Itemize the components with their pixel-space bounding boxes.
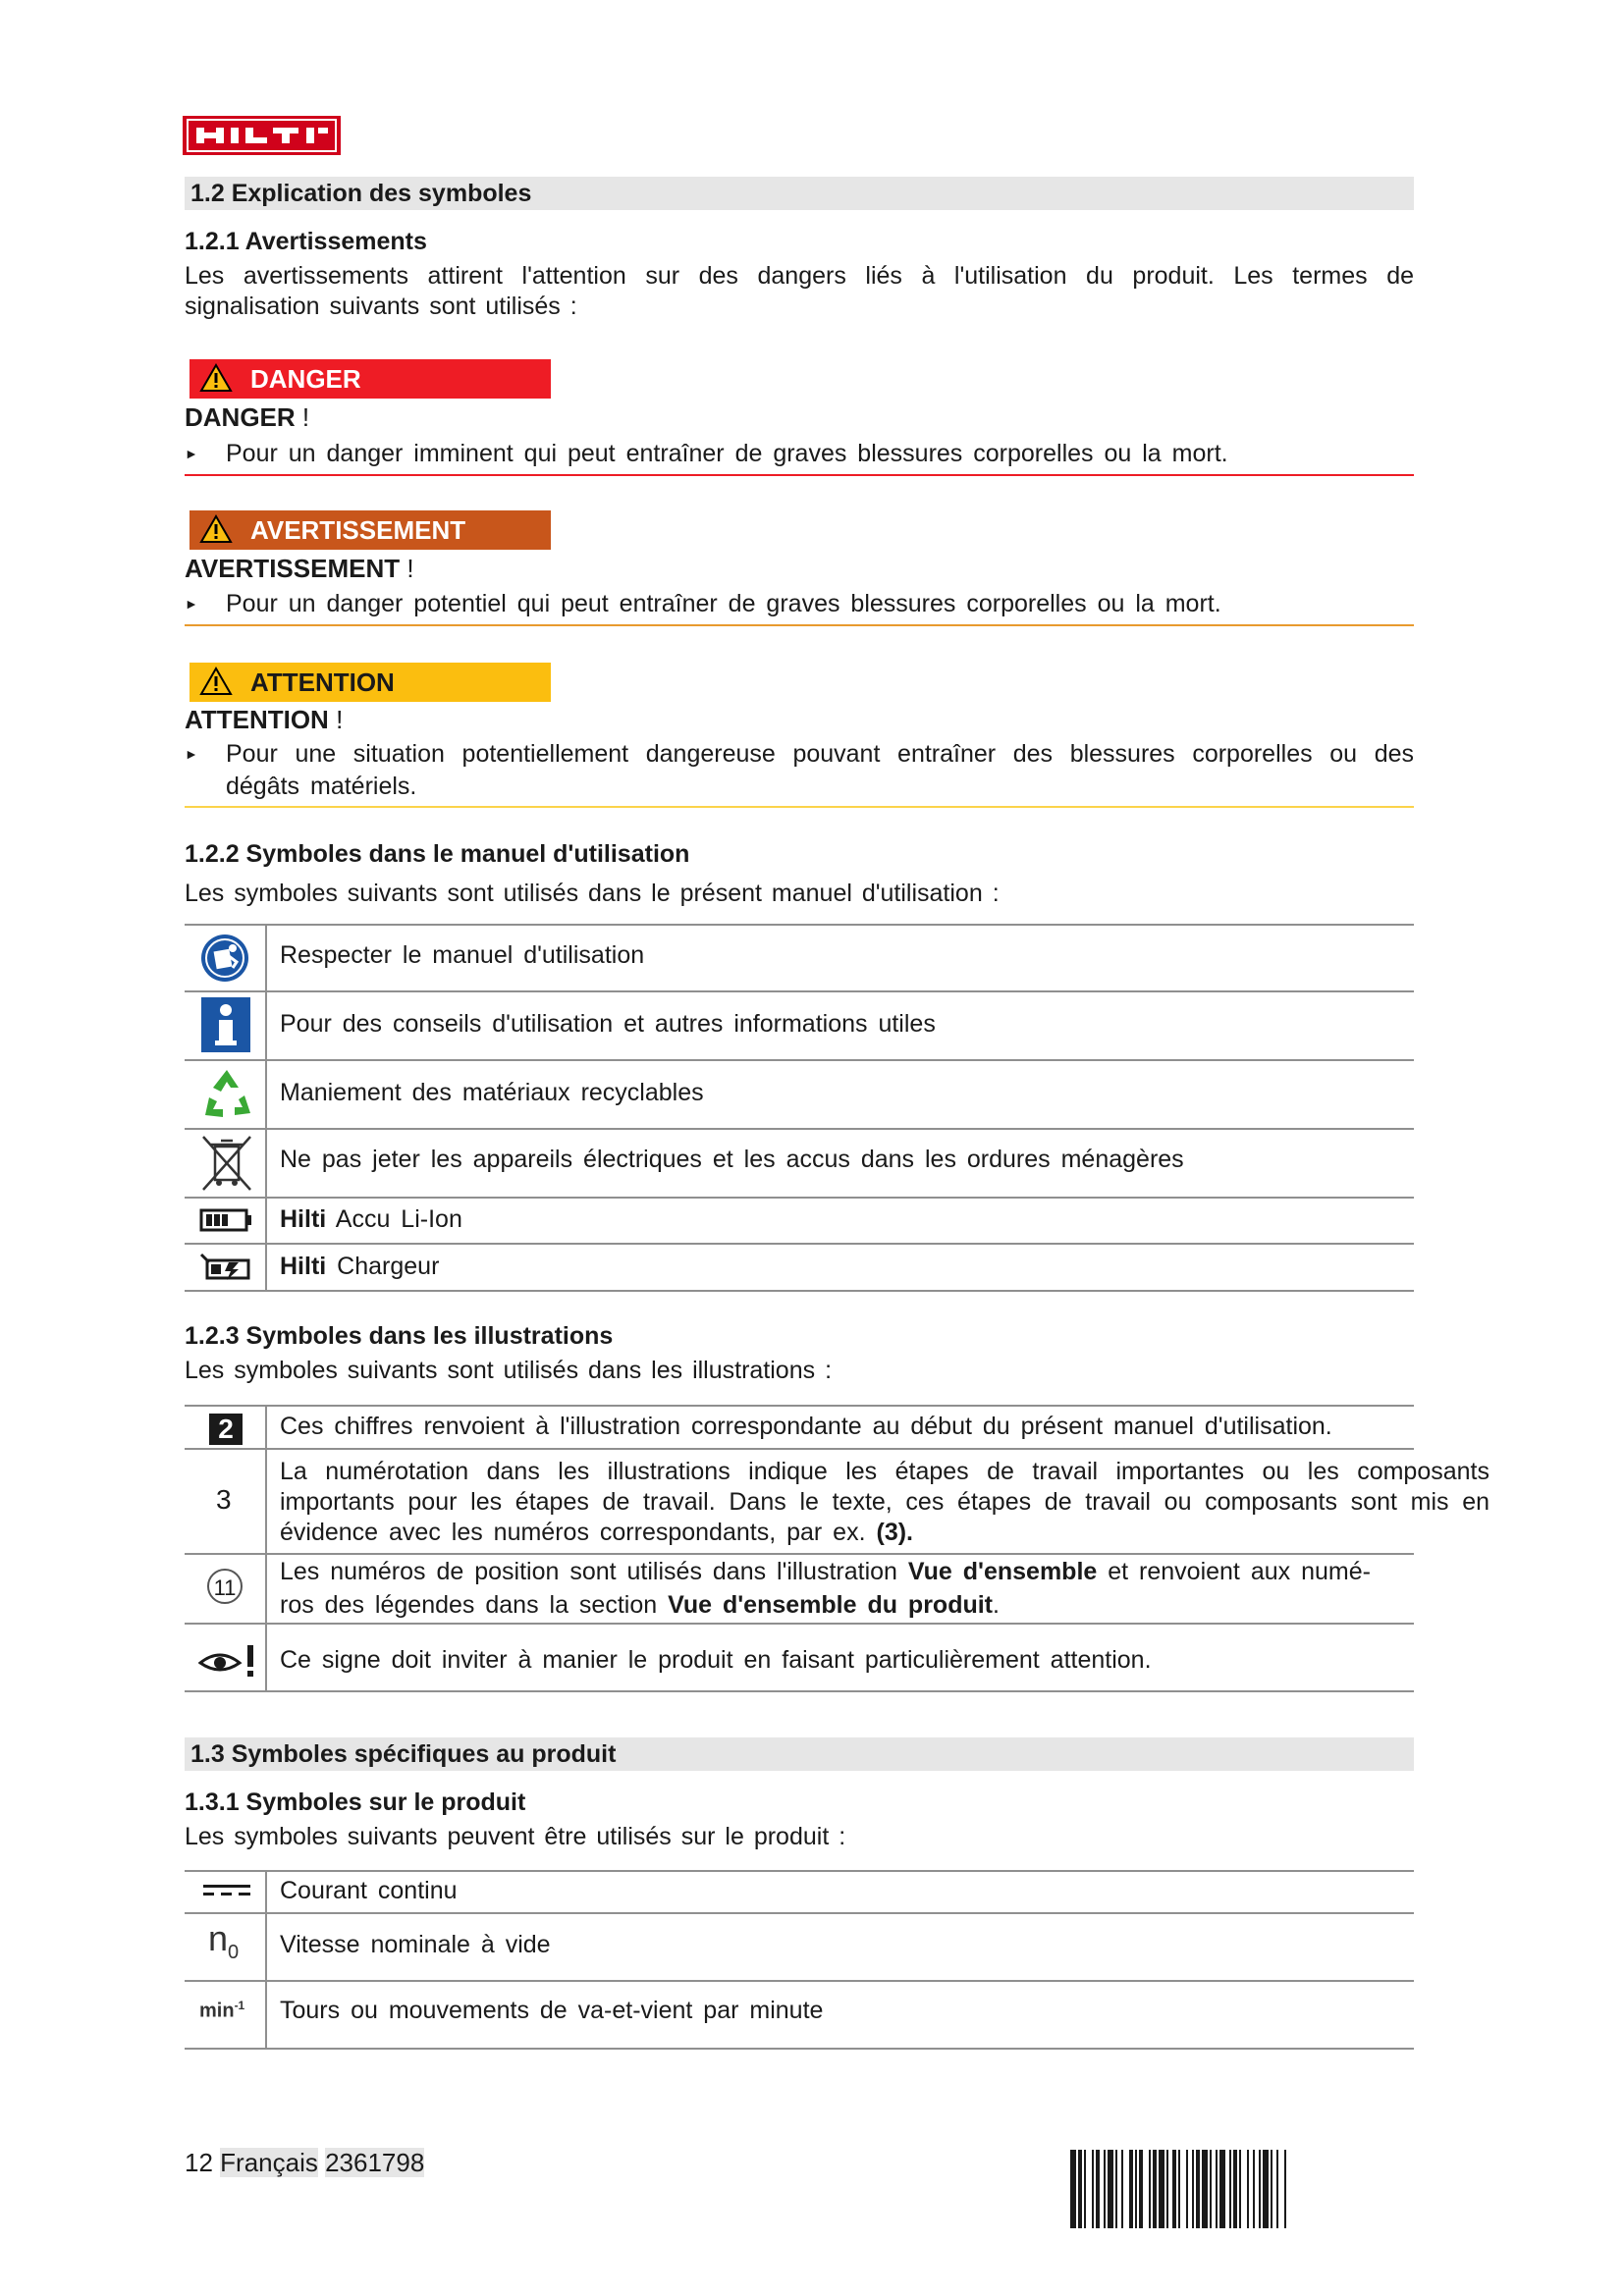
barcode-bar <box>1104 2150 1106 2228</box>
recycle-icon <box>199 1066 254 1126</box>
danger-signal-word: DANGER ! <box>185 402 310 432</box>
danger-divider <box>185 474 1414 476</box>
barcode-bar <box>1263 2150 1269 2228</box>
barcode-bar <box>1210 2150 1212 2228</box>
barcode-bar <box>1178 2150 1180 2228</box>
barcode-bar <box>1216 2150 1218 2228</box>
warnings-intro: Les avertissements attirent l'attention sur des dangers liés à l'utilisation du produit. Les termes de signalisation suivants sont utilisés : <box>185 262 1414 320</box>
table-line <box>185 1690 1414 1692</box>
page-number: 12 <box>185 2148 213 2177</box>
subsection-title: 1.3.1 Symboles sur le produit <box>185 1789 526 1816</box>
table-line <box>185 1980 1414 1982</box>
barcode-bar <box>1172 2150 1176 2228</box>
product-symbol-text: Vitesse nominale à vide <box>280 1931 551 1958</box>
page-footer <box>185 2148 424 2178</box>
per-minute-symbol: $\min^{-1}$ <box>199 1999 245 2022</box>
barcode-bar <box>1186 2150 1188 2228</box>
barcode-bar <box>1121 2150 1123 2228</box>
table-vline <box>265 1405 267 1692</box>
direct-current-icon <box>203 1883 250 1903</box>
illustration-symbol-text: Ces chiffres renvoient à l'illustration correspondante au début du présent manuel d'utilisation. <box>280 1413 1332 1440</box>
barcode-bar <box>1229 2150 1231 2228</box>
warning-triangle-icon <box>199 667 233 707</box>
bullet-arrow-icon: ► <box>185 746 198 762</box>
hilti-logo <box>183 116 341 155</box>
barcode-bar <box>1129 2150 1133 2228</box>
language: Français <box>220 2148 318 2177</box>
barcode-bar <box>1092 2150 1094 2228</box>
product-symbol-text: Courant continu <box>280 1877 458 1904</box>
avertissement-divider <box>185 624 1414 626</box>
barcode-bar <box>1070 2150 1076 2228</box>
attention-signal-word: ATTENTION ! <box>185 705 344 734</box>
table-line <box>185 1870 1414 1872</box>
barcode-bar <box>1247 2150 1249 2228</box>
position-number-symbol: 11 <box>207 1569 243 1604</box>
illustration-symbols-intro: Les symboles suivants sont utilisés dans les illustrations : <box>185 1357 833 1384</box>
table-line <box>185 1623 1414 1625</box>
barcode-bar <box>1284 2150 1286 2228</box>
barcode-bar <box>1096 2150 1100 2228</box>
table-line <box>185 1290 1414 1292</box>
table-line <box>185 924 1414 926</box>
rated-speed-symbol: $n_0$ <box>208 1918 240 1964</box>
table-line <box>185 1059 1414 1061</box>
table-line <box>185 1128 1414 1130</box>
table-line <box>185 1405 1414 1407</box>
table-line <box>185 2048 1414 2050</box>
warning-triangle-icon <box>199 514 233 555</box>
battery-icon <box>199 1207 254 1238</box>
product-symbols-intro: Les symboles suivants peuvent être utilisés sur le produit : <box>185 1823 846 1850</box>
manual-symbol-text: Pour des conseils d'utilisation et autres informations utiles <box>280 1010 936 1038</box>
barcode-bar <box>1219 2150 1225 2228</box>
manual-symbol-text: Maniement des matériaux recyclables <box>280 1079 704 1106</box>
subsection-title: 1.2.2 Symboles dans le manuel d'utilisation <box>185 840 690 868</box>
table-line <box>185 1553 1414 1555</box>
barcode-bar <box>1253 2150 1255 2228</box>
barcode-bar <box>1202 2150 1208 2228</box>
barcode-bar <box>1084 2150 1086 2228</box>
section-title: 1.3 Symboles spécifiques au produit <box>185 1737 1414 1771</box>
avertissement-description: ► Pour un danger potentiel qui peut entraîner de graves blessures corporelles ou la mort. <box>185 588 1414 620</box>
barcode-bar <box>1259 2150 1261 2228</box>
danger-description: ► Pour un danger imminent qui peut entraîner de graves blessures corporelles ou la mort. <box>185 438 1414 470</box>
barcode-bar <box>1149 2150 1151 2228</box>
table-line <box>185 1197 1414 1199</box>
manual-symbol-text: Ne pas jeter les appareils électriques et les accus dans les ordures ménagères <box>280 1146 1184 1173</box>
manual-symbol-text: Hilti Accu Li-Ion <box>280 1205 462 1233</box>
barcode-bar <box>1196 2150 1200 2228</box>
illustration-symbol-text: Les numéros de position sont utilisés dans l'illustration Vue d'ensemble et renvoient aux numé- ros des légendes dans la section Vue d'ensemble du produit. <box>280 1558 1371 1619</box>
avertissement-label-box <box>189 510 551 550</box>
barcode-bar <box>1276 2150 1278 2228</box>
barcode-bar <box>1159 2150 1164 2228</box>
barcode-bar <box>1271 2150 1272 2228</box>
barcode-bar <box>1078 2150 1082 2228</box>
subsection-title: 1.2.3 Symboles dans les illustrations <box>185 1322 614 1350</box>
eye-attention-icon <box>198 1641 257 1685</box>
step-number-symbol: 3 <box>216 1484 232 1515</box>
barcode <box>1070 2150 1412 2228</box>
table-vline <box>265 1870 267 2050</box>
barcode-bar <box>1135 2150 1137 2228</box>
product-symbol-text: Tours ou mouvements de va-et-vient par minute <box>280 1997 824 2024</box>
barcode-bar <box>1192 2150 1194 2228</box>
read-manual-icon <box>199 933 250 988</box>
table-line <box>185 1448 1414 1450</box>
charger-icon <box>199 1251 254 1287</box>
avertissement-signal-word: AVERTISSEMENT ! <box>185 554 414 583</box>
barcode-bar <box>1139 2150 1143 2228</box>
barcode-bar <box>1239 2150 1241 2228</box>
bullet-arrow-icon: ► <box>185 596 198 612</box>
manual-symbol-text: Respecter le manuel d'utilisation <box>280 941 645 969</box>
barcode-bar <box>1233 2150 1237 2228</box>
manual-symbols-intro: Les symboles suivants sont utilisés dans le présent manuel d'utilisation : <box>185 880 1000 907</box>
info-icon <box>201 997 250 1057</box>
avertissement-box-text: AVERTISSEMENT <box>250 515 466 545</box>
illustration-symbol-text: La numérotation dans les illustrations indique les étapes de travail importantes ou les composants importants pour les étapes de travail. Dans le texte, ces étapes de travail ou composants sont mis en évidence avec les numéros correspondants, par ex. (3). <box>280 1458 1489 1546</box>
illustration-symbol-text: Ce signe doit inviter à manier le produit en faisant particulièrement attention. <box>280 1646 1152 1674</box>
barcode-bar <box>1166 2150 1168 2228</box>
barcode-bar <box>1115 2150 1117 2228</box>
barcode-bar <box>1153 2150 1157 2228</box>
manual-symbol-text: Hilti Chargeur <box>280 1253 440 1280</box>
subsection-title: 1.2.1 Avertissements <box>185 228 427 255</box>
table-line <box>185 990 1414 992</box>
attention-description: ► Pour une situation potentiellement dangereuse pouvant entraîner des blessures corporelles ou des dégâts matériels. <box>185 740 1414 800</box>
table-vline <box>265 924 267 1292</box>
barcode-bar <box>1108 2150 1113 2228</box>
table-line <box>185 1912 1414 1914</box>
crossed-bin-icon <box>199 1133 254 1199</box>
attention-box-text: ATTENTION <box>250 667 395 697</box>
attention-divider <box>185 806 1414 808</box>
bullet-arrow-icon: ► <box>185 446 198 461</box>
table-line <box>185 1243 1414 1245</box>
section-title: 1.2 Explication des symboles <box>185 177 1414 210</box>
danger-label-box <box>189 359 551 399</box>
document-code: 2361798 <box>325 2148 425 2177</box>
attention-label-box <box>189 663 551 702</box>
danger-box-text: DANGER <box>250 364 361 394</box>
figure-number-symbol: 2 <box>209 1414 243 1445</box>
warning-triangle-icon <box>199 363 233 403</box>
